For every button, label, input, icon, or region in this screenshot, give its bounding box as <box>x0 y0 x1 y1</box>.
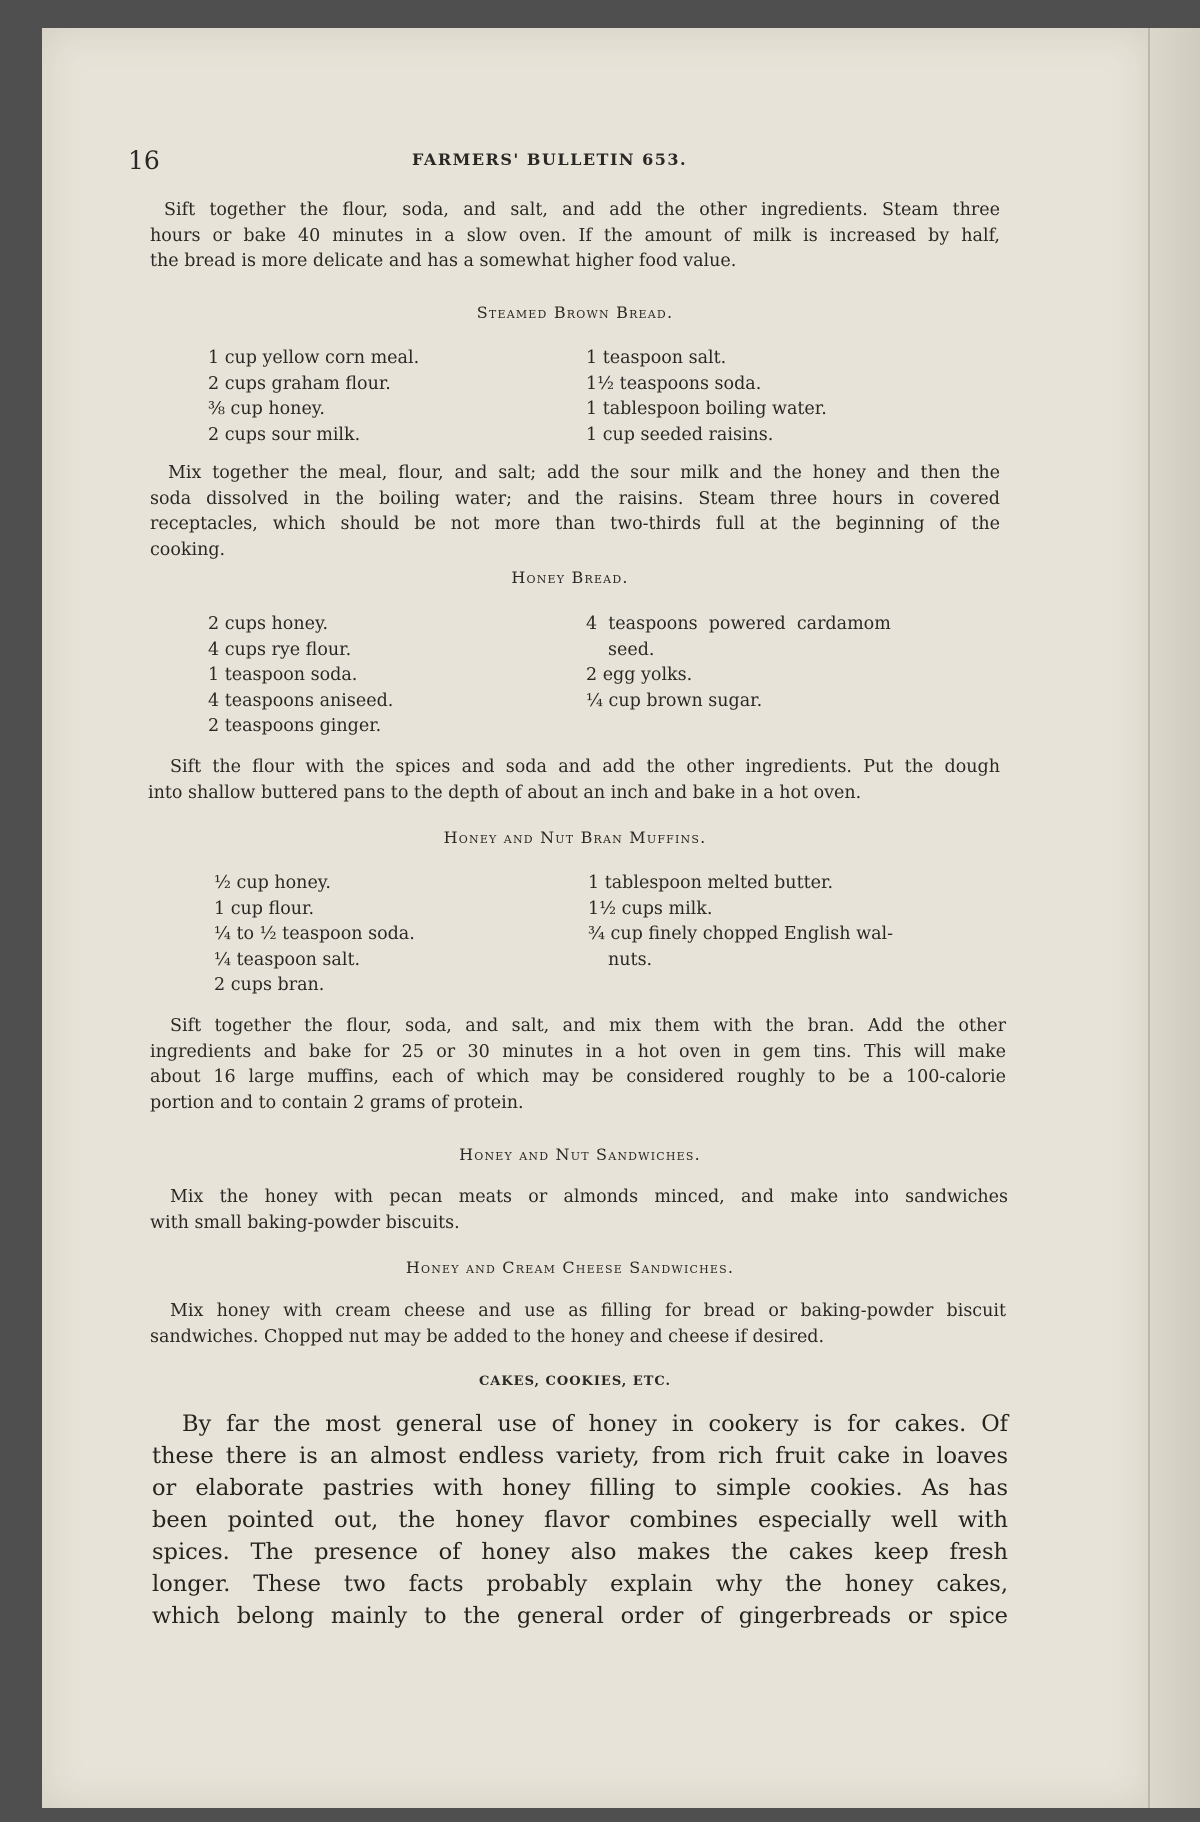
ingredient: nuts. <box>608 949 653 970</box>
ingredient: 4 teaspoons aniseed. <box>208 690 394 711</box>
running-title: FARMERS' BULLETIN 653. <box>412 150 688 169</box>
ingredients-left <box>214 871 415 999</box>
text-line: these there is an almost endless variety, from rich fruit cake in loaves <box>152 1443 1008 1469</box>
ingredient: 2 cups graham flour. <box>208 373 391 394</box>
text-line: receptacles, which should be not more than two-thirds full at the beginning of the <box>150 514 1000 534</box>
ingredient: 2 teaspoons ginger. <box>208 716 382 736</box>
recipe-title: Honey and Nut Sandwiches. <box>459 1145 701 1164</box>
ingredients-left <box>208 612 393 740</box>
method-paragraph <box>150 1185 1008 1236</box>
ingredient: 2 cups honey. <box>208 614 329 634</box>
ingredient: 1 cup seeded raisins. <box>586 424 774 445</box>
text-line: ingredients and bake for 25 or 30 minutes in a hot oven in gem tins. This will make <box>150 1041 1006 1062</box>
ingredients-right <box>586 346 827 448</box>
text-line: Sift the flour with the spices and soda and add the other ingredients. Put the dough <box>170 757 1000 777</box>
text-line: Sift together the flour, soda, and salt, and mix them with the bran. Add the other <box>170 1016 1006 1036</box>
ingredient: 1½ teaspoons soda. <box>586 373 762 394</box>
text-line: the bread is more delicate and has a somewhat higher food value. <box>150 251 737 271</box>
ingredient: ¼ teaspoon salt. <box>214 949 361 970</box>
text-line: into shallow buttered pans to the depth of about an inch and bake in a hot oven. <box>148 782 862 803</box>
ingredient: 1 cup flour. <box>214 898 315 919</box>
ingredient: 4 teaspoons powered cardamom <box>586 614 891 634</box>
ingredient: ⅜ cup honey. <box>208 399 325 419</box>
method-paragraph <box>150 1014 1006 1116</box>
intro-paragraph <box>150 198 1000 275</box>
ingredients-right <box>588 871 893 973</box>
text-line: hours or bake 40 minutes in a slow oven. If the amount of milk is increased by half, <box>150 225 1000 246</box>
text-line: Mix together the meal, flour, and salt; add the sour milk and the honey and then the <box>168 463 1000 483</box>
text-line: portion and to contain 2 grams of protein. <box>150 1092 524 1113</box>
text-line: with small baking-powder biscuits. <box>150 1212 460 1233</box>
facing-page-edge <box>1148 28 1200 1808</box>
ingredient: 1½ cups milk. <box>588 898 713 919</box>
ingredient: ¼ to ½ teaspoon soda. <box>214 924 415 944</box>
text-line: spices. The presence of honey also makes the cakes keep fresh <box>152 1539 1008 1565</box>
section-title: CAKES, COOKIES, ETC. <box>478 1374 672 1389</box>
ingredient: 1 teaspoon salt. <box>586 348 727 368</box>
ingredient: 2 cups sour milk. <box>208 424 361 445</box>
ingredient: 2 cups bran. <box>214 975 325 995</box>
ingredients-right <box>586 612 891 714</box>
method-paragraph <box>150 461 1000 563</box>
ingredient: 1 tablespoon boiling water. <box>586 399 827 419</box>
text-line: sandwiches. Chopped nut may be added to the honey and cheese if desired. <box>150 1326 825 1347</box>
text-line: Mix the honey with pecan meats or almonds minced, and make into sandwiches <box>170 1187 1008 1207</box>
text-line: which belong mainly to the general order of gingerbreads or spice <box>152 1603 1008 1629</box>
page-number: 16 <box>128 146 160 175</box>
recipe-title: Honey and Cream Cheese Sandwiches. <box>405 1258 735 1277</box>
text-line: cooking. <box>150 539 226 560</box>
ingredients-left <box>208 346 419 448</box>
ingredient: seed. <box>608 639 655 660</box>
text-line: longer. These two facts probably explain why the honey cakes, <box>152 1571 1008 1597</box>
method-paragraph <box>148 755 1000 806</box>
ingredient: 4 cups rye flour. <box>208 639 352 660</box>
recipe-title: Honey and Nut Bran Muffins. <box>443 828 707 847</box>
text-line: or elaborate pastries with honey filling to simple cookies. As has <box>152 1475 1008 1501</box>
section-paragraph <box>152 1408 1008 1632</box>
text-line: about 16 large muffins, each of which may be considered roughly to be a 100-calorie <box>150 1067 1006 1087</box>
page-gutter-line <box>1148 28 1150 1808</box>
ingredient: ¾ cup finely chopped English wal- <box>588 924 894 944</box>
method-paragraph <box>150 1299 1006 1350</box>
ingredient: 1 tablespoon melted butter. <box>588 873 834 893</box>
ingredient: 2 egg yolks. <box>586 665 693 685</box>
text-line: Sift together the flour, soda, and salt, and add the other ingredients. Steam three <box>164 200 1000 220</box>
text-line: By far the most general use of honey in cookery is for cakes. Of <box>182 1411 1008 1437</box>
ingredient: 1 cup yellow corn meal. <box>208 348 420 368</box>
text-line: been pointed out, the honey flavor combines especially well with <box>152 1507 1008 1533</box>
ingredient: 1 teaspoon soda. <box>208 665 358 685</box>
ingredient: ¼ cup brown sugar. <box>586 690 763 711</box>
ingredient: ½ cup honey. <box>214 873 331 893</box>
recipe-title: Honey Bread. <box>511 568 629 587</box>
recipe-title: Steamed Brown Bread. <box>476 303 674 322</box>
text-line: Mix honey with cream cheese and use as filling for bread or baking-powder biscuit <box>170 1301 1006 1321</box>
text-line: soda dissolved in the boiling water; and the raisins. Steam three hours in covered <box>150 488 1000 509</box>
